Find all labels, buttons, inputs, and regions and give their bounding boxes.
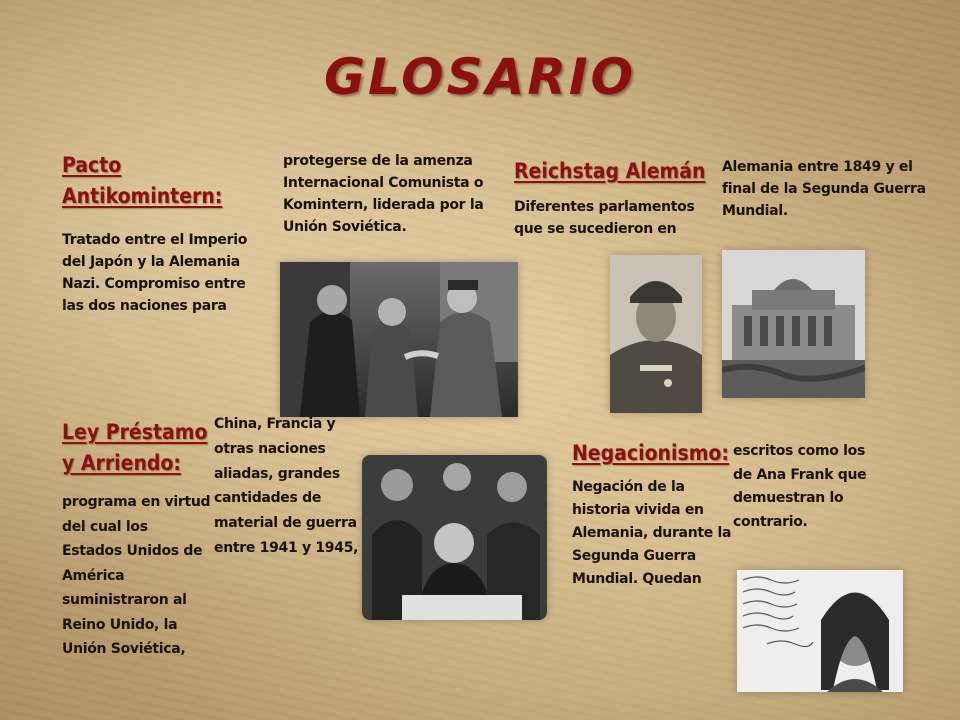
pacto-antikomintern-continuation: protegerse de la amenza Internacional Comunista o Komintern, liderada por la Unión Soviética. [283,153,484,235]
reichstag-aleman-continuation: Alemania entre 1849 y el final de la Segunda Guerra Mundial. [722,159,926,219]
pacto-antikomintern-photo [280,262,518,417]
reichstag-aleman-heading: Reichstag Alemán [514,159,706,183]
ley-prestamo-arriendo-definition: programa en virtud del cual los Estados Unidos de América suministraron al Reino Unido, la Unión Soviética, [62,494,211,657]
reichstag-portrait-photo [610,255,702,413]
ley-prestamo-arriendo-photo [362,455,547,620]
reichstag-aleman-definition: Diferentes parlamentos que se sucedieron en [514,199,695,237]
negacionismo-definition: Negación de la historia vivida en Alemania, durante la Segunda Guerra Mundial. Quedan [572,479,732,587]
slide-title: GLOSARIO [324,48,636,106]
pacto-antikomintern-heading: Pacto Antikomintern: [62,153,223,208]
negacionismo-photo [737,570,903,692]
ley-prestamo-arriendo-heading: Ley Préstamo y Arriendo: [62,420,208,475]
negacionismo-heading: Negacionismo: [572,441,729,465]
negacionismo-continuation: escritos como los de Ana Frank que demuestran lo contrario. [733,443,867,530]
ley-prestamo-arriendo-continuation: China, Francia y otras naciones aliadas, grandes cantidades de material de guerra entre 1941 y 1945, [214,416,359,556]
pacto-antikomintern-definition: Tratado entre el Imperio del Japón y la Alemania Nazi. Compromiso entre las dos naciones para [62,232,248,314]
reichstag-building-photo [722,250,865,398]
